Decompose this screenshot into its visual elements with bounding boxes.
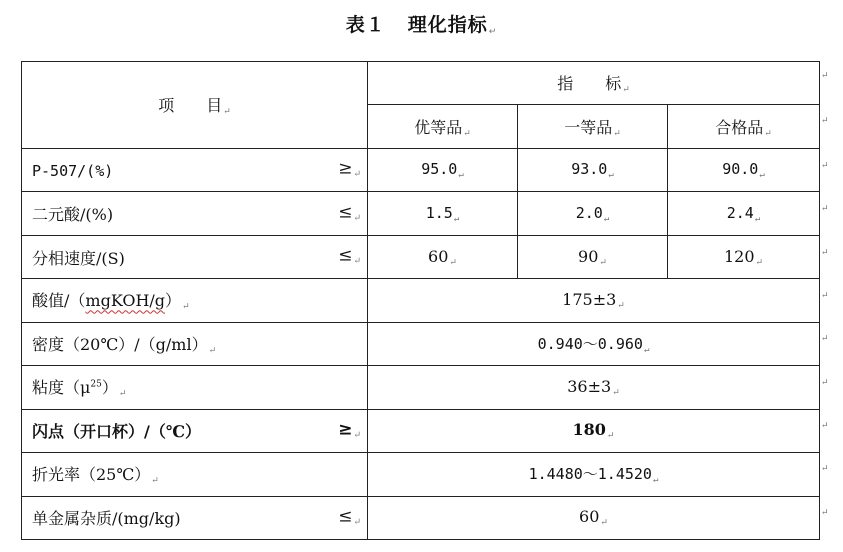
table-caption (0, 10, 843, 37)
table-row (22, 322, 820, 365)
value-cell: 175±3↵ (368, 279, 820, 322)
row-label-cell (22, 192, 368, 235)
value-cell: 36±3↵ (368, 366, 820, 409)
grade-header-cell (668, 105, 820, 148)
value-cell: 60↵ (368, 496, 820, 539)
table-row (22, 192, 820, 235)
paragraph-mark-icon: ↵ (488, 27, 498, 37)
value-cell: $0.940\sim 0.960_↵$ (368, 322, 820, 365)
row-end-mark-icon: ↵ (821, 248, 829, 258)
comparison-symbol: ≤↵ (338, 202, 361, 224)
grade-label-qualified: 合格品 (715, 117, 764, 137)
table-number: 表１ (345, 14, 386, 36)
paragraph-mark-icon: ↵ (463, 128, 471, 139)
table-row (22, 496, 820, 539)
paragraph-mark-icon: ↵ (613, 128, 621, 139)
row-end-mark-icon: ↵ (821, 464, 829, 474)
row-label-cell (22, 409, 368, 452)
row-end-mark-icon: ↵ (821, 291, 829, 301)
value-cell: $1.4480\sim 1.4520_↵$ (368, 453, 820, 496)
row-end-mark-icon: ↵ (821, 161, 829, 171)
comparison-symbol: ≥↵ (338, 158, 361, 180)
header-row-indicator (22, 62, 820, 105)
row-label: 单金属杂质/(mg/kg) (32, 509, 181, 529)
header-item-cell (22, 62, 368, 149)
row-label-cell: 粘度$(\mu^{25})↵$ (22, 366, 368, 409)
row-end-mark-icon: ↵ (821, 378, 829, 388)
value-cell: 120↵ (668, 235, 820, 278)
row-label-cell (22, 496, 368, 539)
grade-header-cell (368, 105, 518, 148)
paragraph-mark-icon: ↵ (223, 106, 231, 117)
row-label: 粘度$(\mu^{25})$ (32, 378, 118, 398)
header-indicator-label: 指 标 (557, 74, 622, 94)
header-item-label: 项 目 (158, 95, 223, 115)
row-label-cell (22, 235, 368, 278)
row-label: 分相速度/(S) (32, 248, 125, 268)
table-row (22, 279, 820, 322)
value-cell: $93.0_↵$ (518, 148, 668, 191)
header-indicator-cell (368, 62, 820, 105)
row-label: 密度（20℃）/（g/ml） (32, 334, 208, 354)
row-label-cell (22, 148, 368, 191)
comparison-symbol: ≤↵ (338, 245, 361, 267)
row-end-mark-icon: ↵ (821, 508, 829, 518)
row-label: P-507/(%) (32, 161, 114, 180)
table-row (22, 409, 820, 452)
comparison-symbol: ≥↵ (338, 419, 361, 441)
row-label: 酸值/（mgKOH/g） (32, 291, 182, 311)
row-end-mark-icon: ↵ (821, 421, 829, 431)
grade-label-first: 一等品 (564, 117, 613, 137)
paragraph-mark-icon: ↵ (622, 85, 630, 96)
table-title: 理化指标 (407, 14, 488, 36)
row-label: 闪点（开口杯）/（℃） (32, 422, 202, 442)
table-row (22, 148, 820, 191)
table-row (22, 235, 820, 278)
value-cell: 180↵ (368, 409, 820, 452)
row-end-mark-icon: ↵ (821, 71, 829, 81)
row-label: 二元酸/(%) (32, 205, 114, 225)
value-cell: $1.5_↵$ (368, 192, 518, 235)
grade-label-premium: 优等品 (414, 117, 463, 137)
row-label-cell: 密度（20℃）/（g/ml）↵ (22, 322, 368, 365)
comparison-symbol: ≤↵ (338, 506, 361, 528)
row-end-mark-icon: ↵ (821, 116, 829, 126)
value-cell: $2.4_↵$ (668, 192, 820, 235)
value-cell: 60↵ (368, 235, 518, 278)
row-label-cell: 折光率（25℃）↵ (22, 453, 368, 496)
spec-table (21, 61, 820, 540)
value-cell: 90↵ (518, 235, 668, 278)
value-cell: $90.0_↵$ (668, 148, 820, 191)
row-label: 折光率（25℃） (32, 465, 151, 485)
row-end-mark-icon: ↵ (821, 204, 829, 214)
row-end-mark-icon: ↵ (821, 334, 829, 344)
value-cell: $95.0_↵$ (368, 148, 518, 191)
paragraph-mark-icon: ↵ (764, 128, 772, 139)
table-row (22, 453, 820, 496)
row-label-cell: 酸值/（mgKOH/g）↵ (22, 279, 368, 322)
table-row (22, 366, 820, 409)
grade-header-cell (518, 105, 668, 148)
value-cell: $2.0_↵$ (518, 192, 668, 235)
